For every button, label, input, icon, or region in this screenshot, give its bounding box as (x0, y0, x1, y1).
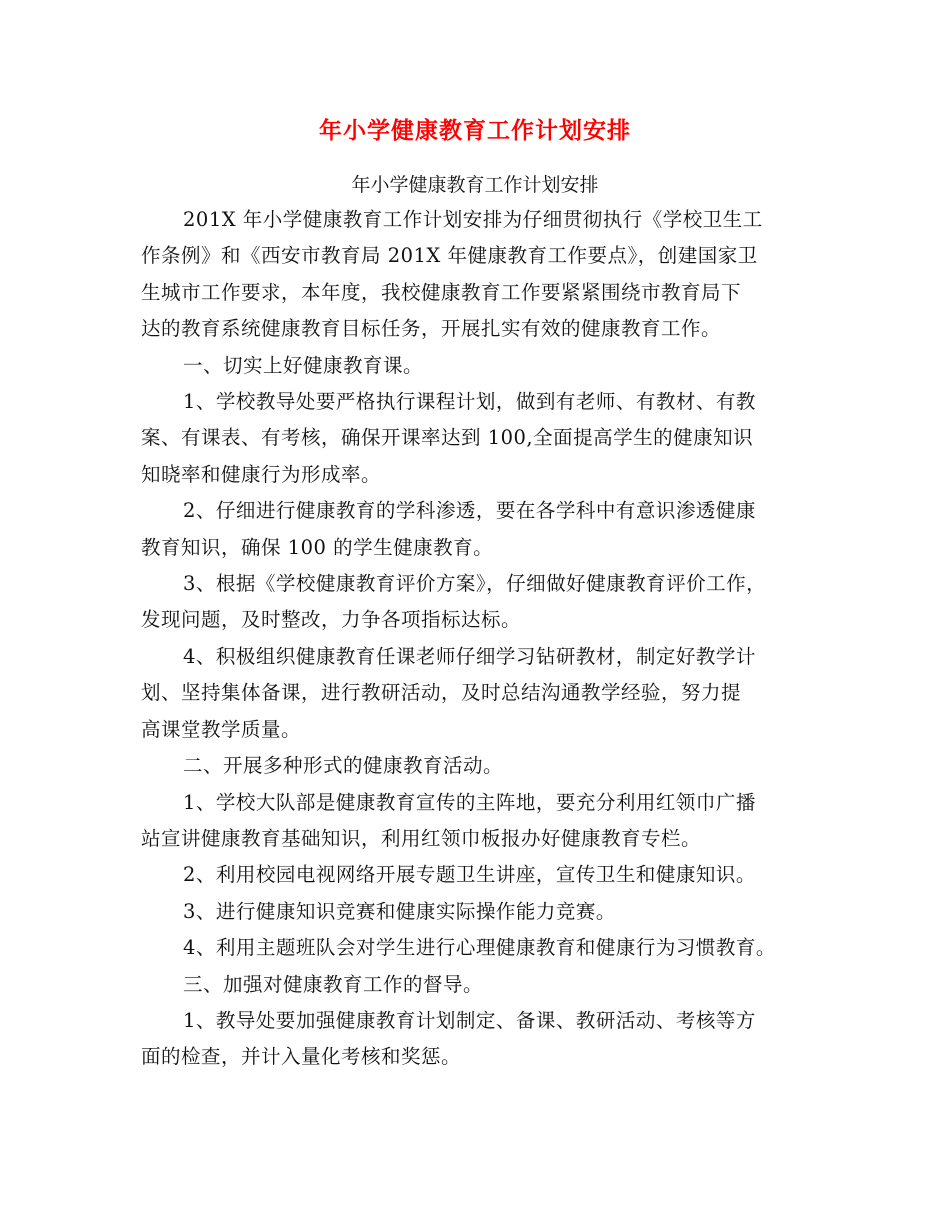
paragraph (141, 639, 841, 748)
paragraph-line: 201X 年小学健康教育工作计划安排为仔细贯彻执行《学校卫生工 (183, 208, 763, 231)
paragraph-line: 生城市工作要求，本年度，我校健康教育工作要紧紧围绕市教育局下 (141, 280, 742, 304)
paragraph-line: 4、积极组织健康教育任课老师仔细学习钻研教材，制定好教学计 (183, 644, 756, 668)
paragraph (141, 894, 841, 930)
page-title: 年小学健康教育工作计划安排 (319, 117, 631, 144)
paragraph-line: 高课堂教学质量。 (141, 717, 302, 741)
paragraph-line: 1、教导处要加强健康教育计划制定、备课、教研活动、考核等方 (183, 1008, 756, 1032)
paragraph-line: 站宣讲健康教育基础知识，利用红领巾板报办好健康教育专栏。 (141, 826, 702, 850)
paragraph-line: 3、根据《学校健康教育评价方案》，仔细做好健康教育评价工作， (183, 572, 767, 596)
paragraph (141, 566, 841, 639)
paragraph-line: 面的检查，并计入量化考核和奖惩。 (141, 1045, 462, 1069)
paragraph-line: 知晓率和健康行为形成率。 (141, 462, 382, 486)
paragraph (141, 748, 841, 784)
paragraph (141, 785, 841, 858)
document-subtitle: 年小学健康教育工作计划安排 (351, 174, 599, 196)
paragraph-line: 作条例》和《西安市教育局 201X 年健康教育工作要点》，创建国家卫 (141, 244, 758, 268)
paragraph-line: 3、进行健康知识竞赛和健康实际操作能力竞赛。 (183, 899, 616, 923)
paragraph (141, 493, 841, 566)
paragraph-line: 2、仔细进行健康教育的学科渗透，要在各学科中有意识渗透健康 (183, 499, 756, 523)
paragraph-line: 1、学校大队部是健康教育宣传的主阵地，要充分利用红领巾广播 (183, 790, 756, 814)
paragraph-line: 达的教育系统健康教育目标任务，开展扎实有效的健康教育工作。 (141, 317, 722, 341)
paragraph (141, 930, 841, 966)
paragraph-line: 2、利用校园电视网络开展专题卫生讲座，宣传卫生和健康知识。 (183, 863, 756, 887)
paragraph (141, 348, 841, 384)
paragraph (141, 384, 841, 493)
paragraph-line: 三、加强对健康教育工作的督导。 (183, 972, 484, 996)
paragraph-line: 1、学校教导处要严格执行课程计划，做到有老师、有教材、有教 (183, 390, 756, 414)
paragraph (141, 967, 841, 1003)
paragraph (141, 202, 841, 348)
paragraph-line: 一、切实上好健康教育课。 (183, 353, 424, 377)
paragraph (141, 857, 841, 893)
paragraph-line: 发现问题，及时整改，力争各项指标达标。 (141, 608, 522, 632)
paragraph-line: 二、开展多种形式的健康教育活动。 (183, 754, 504, 778)
paragraph-line: 划、坚持集体备课，进行教研活动，及时总结沟通教学经验，努力提 (141, 681, 742, 705)
document-body (141, 202, 841, 1076)
paragraph-line: 教育知识，确保 100 的学生健康教育。 (141, 535, 494, 559)
paragraph-line: 4、利用主题班队会对学生进行心理健康教育和健康行为习惯教育。 (183, 936, 776, 960)
paragraph-line: 案、有课表、有考核，确保开课率达到 100,全面提高学生的健康知识 (141, 426, 754, 450)
paragraph (141, 1003, 841, 1076)
